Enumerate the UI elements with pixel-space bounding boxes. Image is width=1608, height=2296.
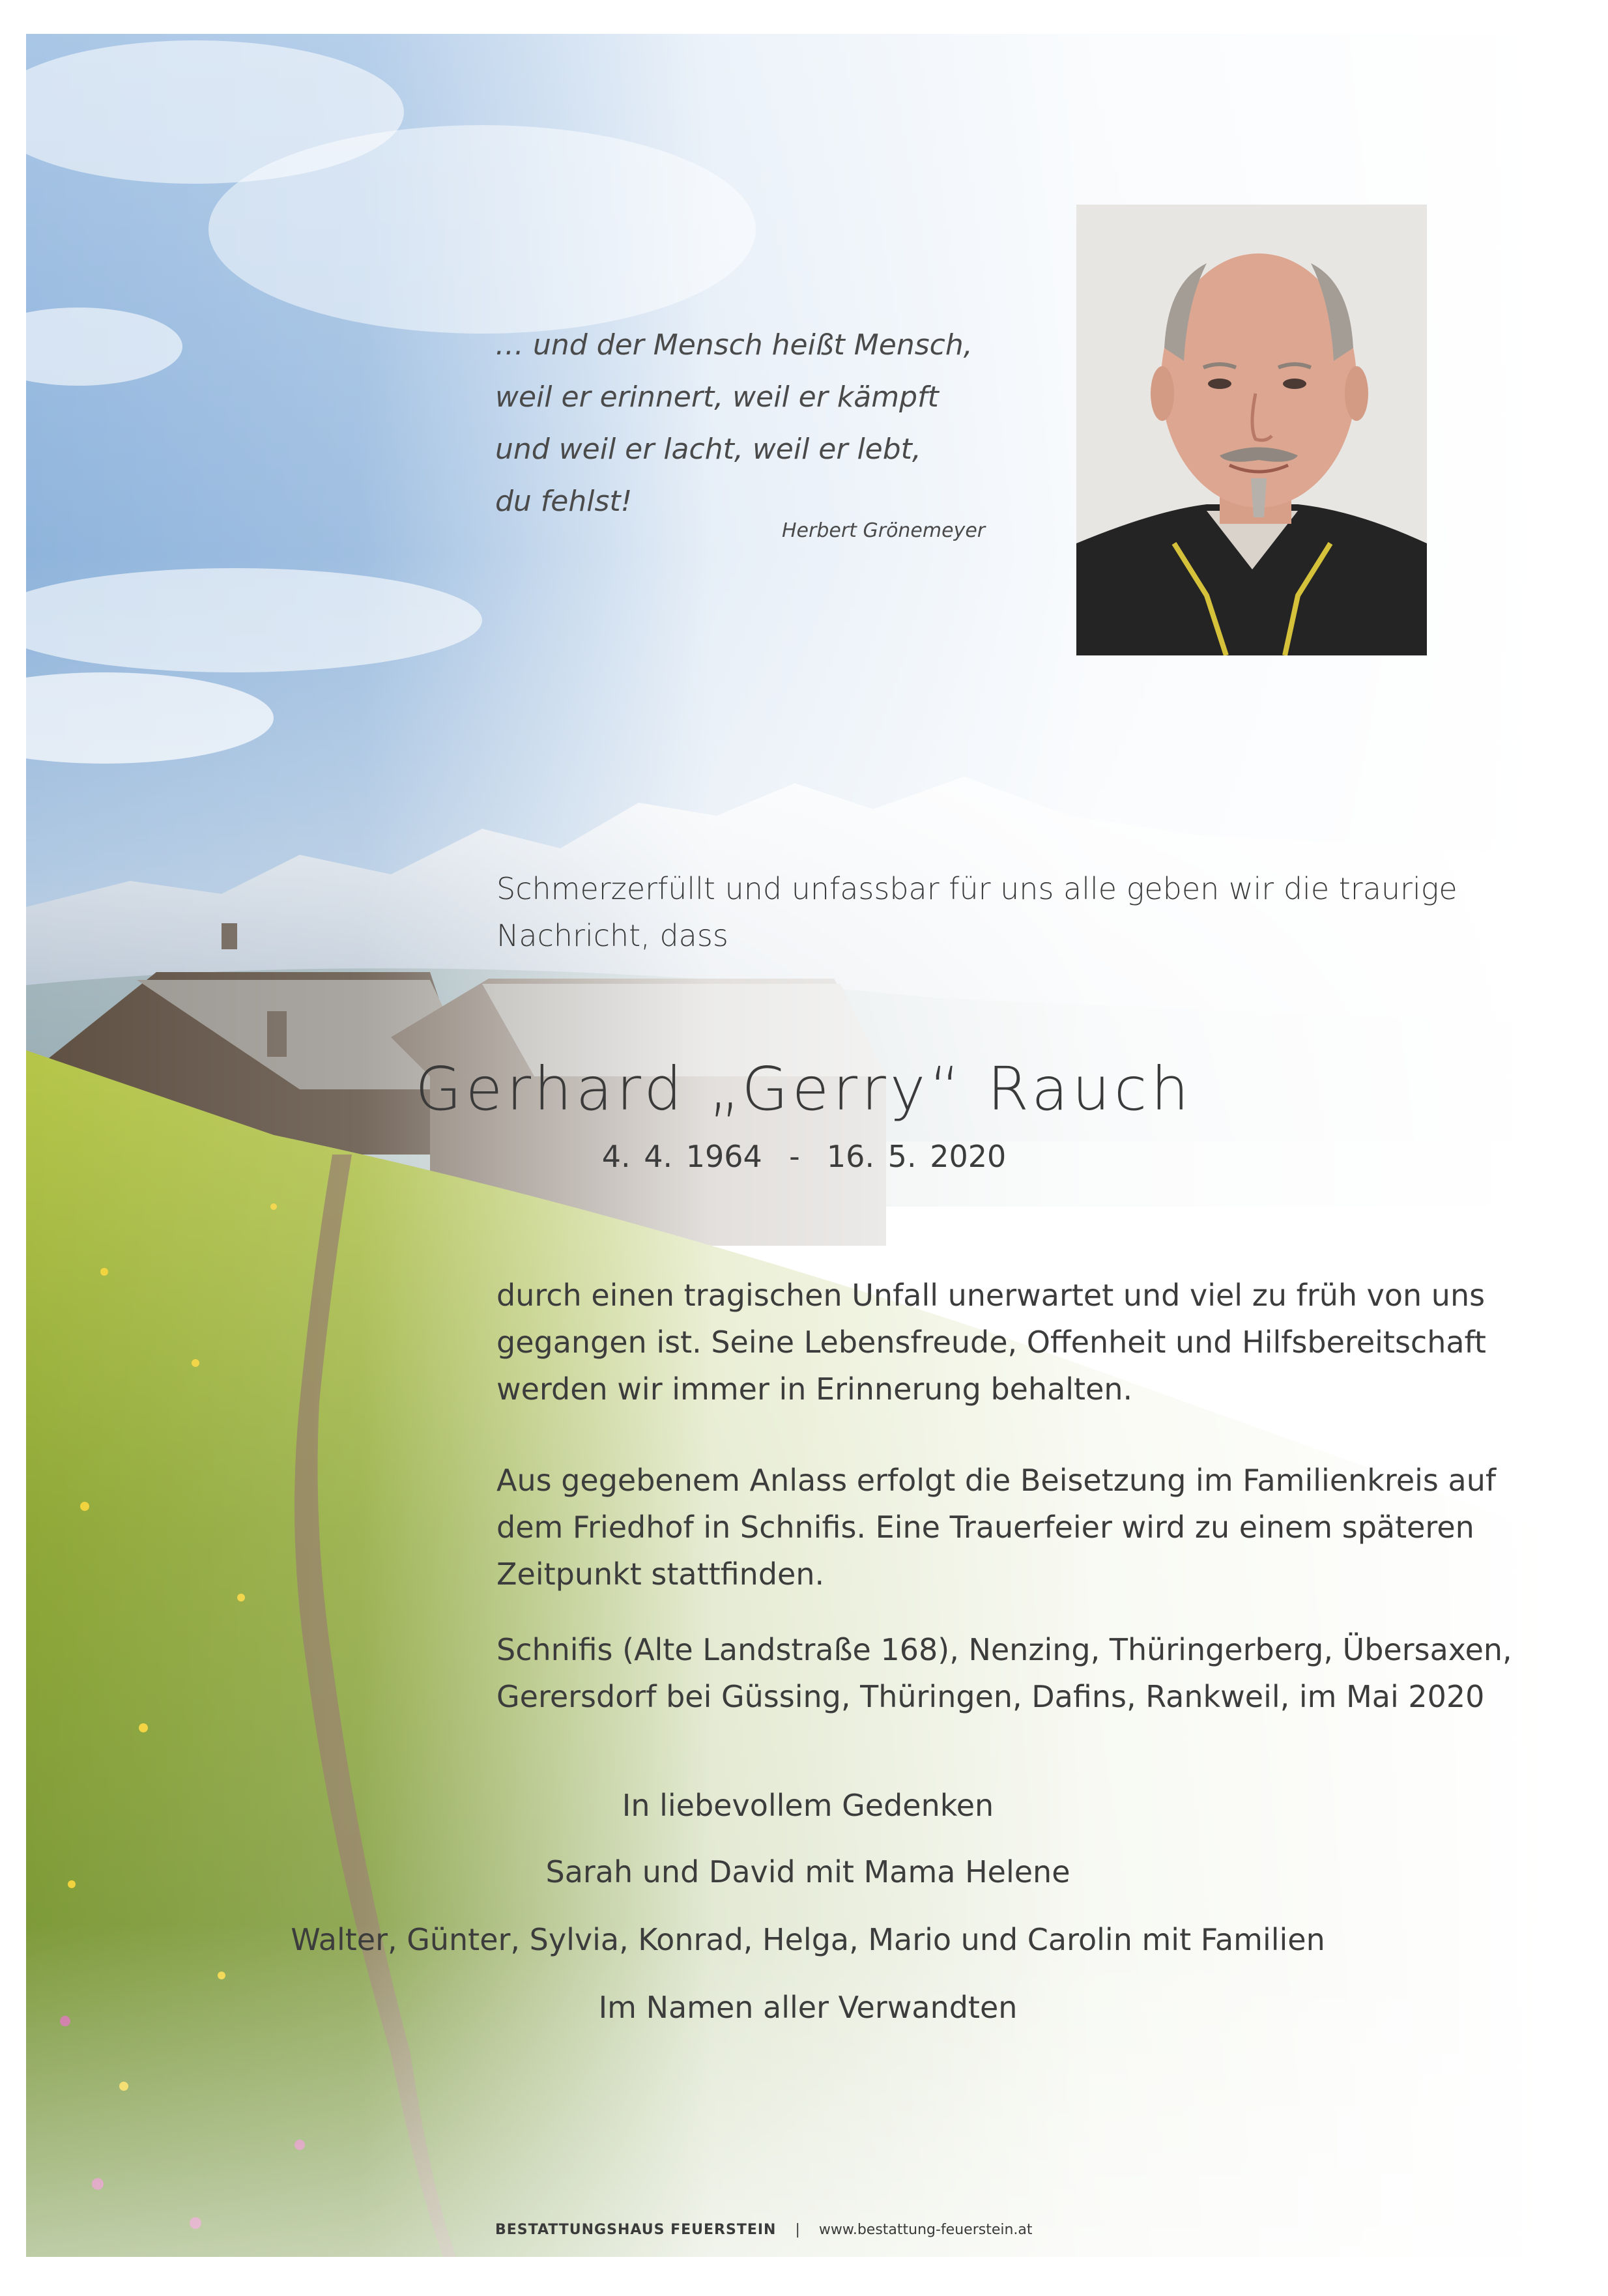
intro-line: Nachricht, dass xyxy=(496,918,728,953)
footer-website-link[interactable]: www.bestattung-feuerstein.at xyxy=(818,2222,1033,2238)
paragraph-burial xyxy=(496,1457,1497,1598)
life-dates: 4. 4. 1964 - 16. 5. 2020 xyxy=(601,1139,1007,1174)
quote-line: du fehlst! xyxy=(495,485,633,518)
portrait-photo-icon xyxy=(1076,205,1427,655)
signature-line: In liebevollem Gedenken xyxy=(622,1788,994,1823)
paragraph-line: gegangen ist. Seine Lebensfreude, Offenheit und Hilfsbereitschaft xyxy=(496,1325,1486,1360)
intro-line: Schmerzerfüllt und unfassbar für uns alle geben wir die traurige xyxy=(496,871,1457,906)
quote-author: Herbert Grönemeyer xyxy=(782,519,986,542)
quote-line: … und der Mensch heißt Mensch, xyxy=(495,328,973,362)
intro-text xyxy=(496,865,1457,959)
paragraph-line: durch einen tragischen Unfall unerwartet und viel zu früh von uns xyxy=(496,1278,1486,1313)
paragraph-line: Zeitpunkt stattfinden. xyxy=(496,1557,825,1592)
quote-line: und weil er lacht, weil er lebt, xyxy=(495,433,921,466)
signature-line: Im Namen aller Verwandten xyxy=(598,1990,1018,2025)
deceased-name: Gerhard „Gerry“ Rauch xyxy=(415,1054,1193,1124)
paragraph-line: dem Friedhof in Schnifis. Eine Trauerfeier wird zu einem späteren xyxy=(496,1510,1474,1545)
paragraph-line: Schnifis (Alte Landstraße 168), Nenzing, Thüringerberg, Übersaxen, xyxy=(496,1632,1512,1667)
quote xyxy=(495,319,1082,528)
paragraph-circumstances xyxy=(496,1272,1486,1413)
paragraph-line: Gerersdorf bei Güssing, Thüringen, Dafins, Rankweil, im Mai 2020 xyxy=(496,1679,1485,1714)
portrait-photo xyxy=(1076,205,1427,655)
signature-line: Sarah und David mit Mama Helene xyxy=(545,1854,1070,1889)
footer-brand: BESTATTUNGSHAUS FEUERSTEIN xyxy=(495,2222,777,2238)
quote-line: weil er erinnert, weil er kämpft xyxy=(495,380,939,414)
paragraph-places-date xyxy=(496,1626,1512,1720)
paragraph-line: Aus gegebenem Anlass erfolgt die Beisetzung im Familienkreis auf xyxy=(496,1463,1497,1498)
footer xyxy=(495,2222,1033,2238)
footer-separator: | xyxy=(795,2222,800,2238)
signature-line: Walter, Günter, Sylvia, Konrad, Helga, Mario und Carolin mit Familien xyxy=(291,1922,1325,1957)
paragraph-line: werden wir immer in Erinnerung behalten. xyxy=(496,1371,1133,1407)
